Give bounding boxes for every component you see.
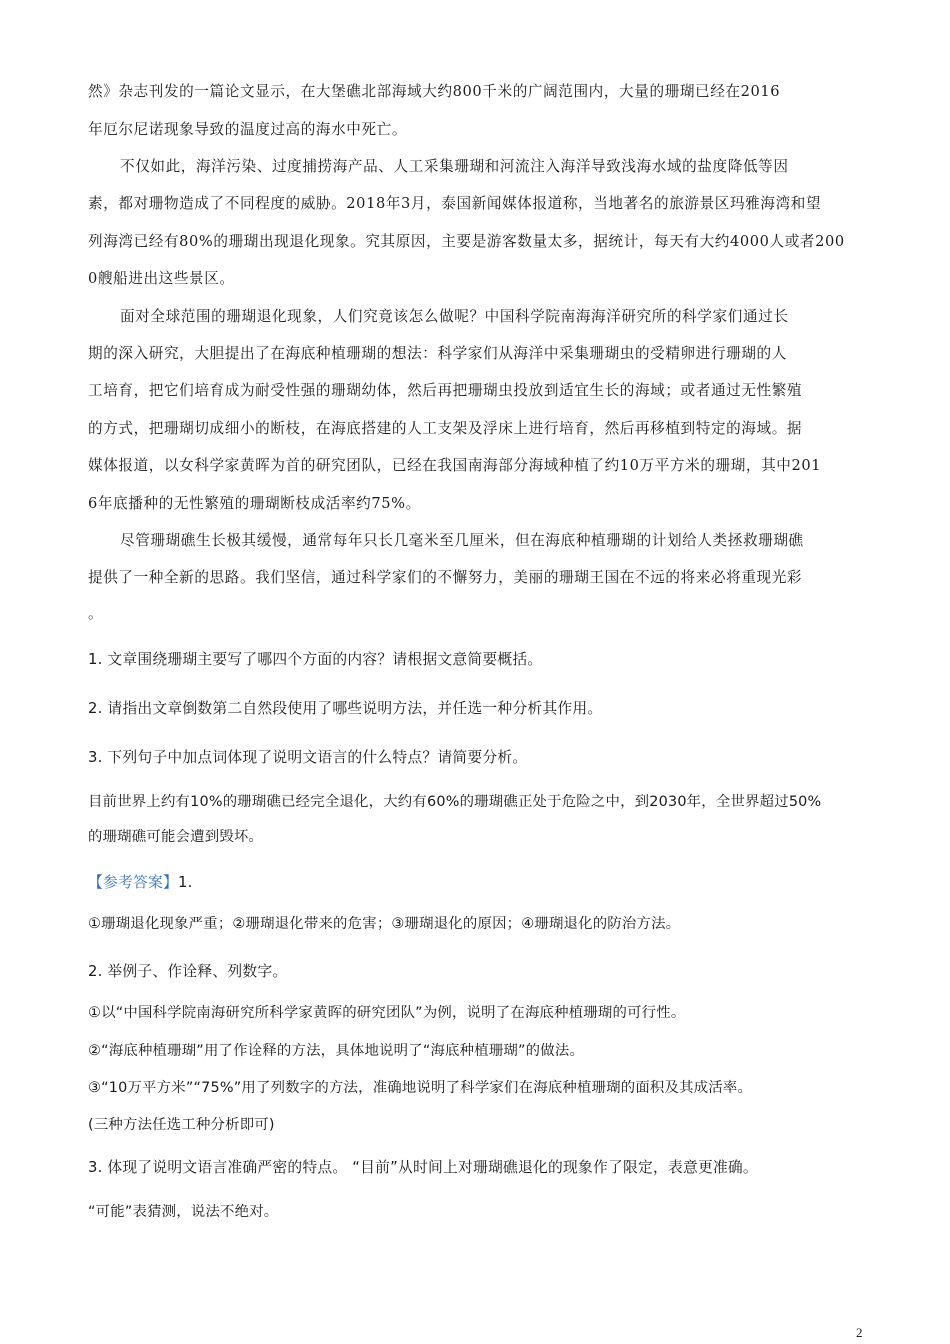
answer-2-heading: 2. 举例子、作诠释、列数字。 xyxy=(88,963,288,980)
passage-line: 不仅如此，海洋污染、过度捕捞海产品、人工采集珊瑚和河流注入海洋导致浅海水域的盐度降低等因 xyxy=(120,158,789,175)
passage-line: 列海湾已经有80%的珊瑚出现退化现象。究其原因，主要是游客数量太多，据统计，每天有大约4000人或者200 xyxy=(88,233,845,250)
passage-line: 的方式，把珊瑚切成细小的断枝，在海底搭建的人工支架及浮床上进行培育，然后再移植到特定的海域。据 xyxy=(88,420,803,437)
passage-line: 尽管珊瑚礁生长极其缓慢，通常每年只长几毫米至几厘米，但在海底种植珊瑚的计划给人类拯救珊瑚礁 xyxy=(120,532,804,549)
passage-line: 提供了一种全新的思路。我们坚信，通过科学家们的不懈努力，美丽的珊瑚王国在不远的将来必将重现光彩 xyxy=(88,569,803,586)
question-3-quote: 目前世界上约有10%的珊瑚礁已经完全退化，大约有60%的珊瑚礁正处于危险之中，到2030年，全世界超过50% xyxy=(88,794,822,810)
answer-2-item: ②“海底种植珊瑚”用了作诠释的方法，具体地说明了“海底种植珊瑚”的做法。 xyxy=(88,1043,585,1059)
page-number: 2 xyxy=(856,1325,863,1340)
passage-line: 期的深入研究，大胆提出了在海底种植珊瑚的想法：科学家们从海洋中采集珊瑚虫的受精卵进行珊瑚的人 xyxy=(88,345,787,362)
question-3-quote: 的珊瑚礁可能会遭到毁坏。 xyxy=(88,829,264,845)
answer-1-number: 1. xyxy=(177,874,193,891)
answer-1-heading xyxy=(88,873,193,893)
answer-2-note: (三种方法任选工种分析即可) xyxy=(88,1117,275,1133)
answer-3: 3. 体现了说明文语言准确严密的特点。 “目前”从时间上对珊瑚礁退化的现象作了限定，表意更准确。 xyxy=(88,1159,758,1176)
passage-line: 工培育，把它们培育成为耐受性强的珊瑚幼体，然后再把珊瑚虫投放到适宜生长的海域；或者通过无性繁殖 xyxy=(88,382,803,399)
answer-2-item: ③“10万平方米”“75%”用了列数字的方法，准确地说明了科学家们在海底种植珊瑚的面积及其成活率。 xyxy=(88,1080,753,1096)
passage-line: 0艘船进出这些景区。 xyxy=(88,270,235,287)
answer-2-item: ①以“中国科学院南海研究所科学家黄晖的研究团队”为例，说明了在海底种植珊瑚的可行性。 xyxy=(88,1005,686,1021)
answer-3-continued: “可能”表猜测，说法不绝对。 xyxy=(88,1204,279,1220)
passage-line: 媒体报道，以女科学家黄晖为首的研究团队，已经在我国南海部分海域种植了约10万平方米的珊瑚，其中201 xyxy=(88,457,822,474)
reference-answer-label: 【参考答案】 xyxy=(88,874,178,891)
passage-line: 6年底播种的无性繁殖的珊瑚断枝成活率约75%。 xyxy=(88,495,421,512)
answer-1: ①珊瑚退化现象严重；②珊瑚退化带来的危害；③珊瑚退化的原因；④珊瑚退化的防治方法。 xyxy=(88,916,681,932)
question-1: 1. 文章围绕珊瑚主要写了哪四个方面的内容？请根据文意简要概括。 xyxy=(88,651,543,668)
question-2: 2. 请指出文章倒数第二自然段使用了哪些说明方法，并任选一种分析其作用。 xyxy=(88,700,603,717)
passage-line: 年厄尔尼诺现象导致的温度过高的海水中死亡。 xyxy=(88,121,408,138)
passage-line: 然》杂志刊发的一篇论文显示，在大堡礁北部海域大约800千米的广阔范围内，大量的珊瑚已经在2016 xyxy=(88,83,781,100)
question-3: 3. 下列句子中加点词体现了说明文语言的什么特点？请简要分析。 xyxy=(88,749,528,766)
passage-line: 面对全球范围的珊瑚退化现象，人们究竟该怎么做呢？中国科学院南海海洋研究所的科学家们通过长 xyxy=(120,308,789,325)
passage-line: 。 xyxy=(88,605,104,622)
passage-line: 素，都对珊物造成了不同程度的威胁。2018年3月，泰国新闻媒体报道称，当地著名的旅游景区玛雅海湾和望 xyxy=(88,195,822,212)
